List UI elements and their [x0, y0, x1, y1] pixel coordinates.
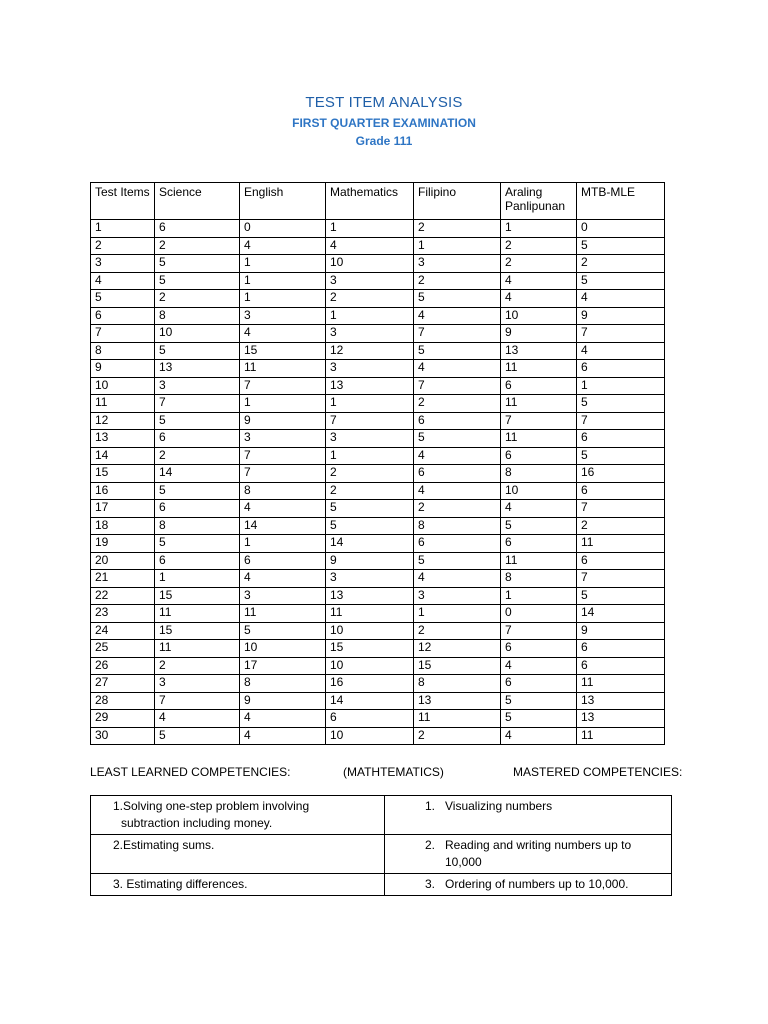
table-cell: 30	[91, 727, 155, 745]
column-header-test-items: Test Items	[91, 183, 155, 220]
table-cell: 4	[91, 272, 155, 290]
table-row	[91, 395, 665, 413]
table-cell: 5	[414, 430, 501, 448]
table-cell: 8	[240, 675, 326, 693]
table-cell: 9	[326, 552, 414, 570]
table-row	[91, 307, 665, 325]
competency-row	[91, 796, 672, 835]
item-analysis-table	[90, 182, 665, 745]
table-cell: 6	[577, 552, 665, 570]
table-cell: 5	[501, 692, 577, 710]
table-row	[91, 517, 665, 535]
table-cell: 8	[91, 342, 155, 360]
table-cell: 6	[155, 552, 240, 570]
table-cell: 16	[577, 465, 665, 483]
table-cell: 1	[326, 307, 414, 325]
table-cell: 10	[501, 482, 577, 500]
table-cell: 4	[414, 447, 501, 465]
table-cell: 24	[91, 622, 155, 640]
table-row	[91, 465, 665, 483]
table-row	[91, 290, 665, 308]
mastered-cell	[385, 796, 672, 835]
table-cell: 4	[577, 342, 665, 360]
table-cell: 7	[577, 325, 665, 343]
table-cell: 3	[240, 430, 326, 448]
table-cell: 6	[501, 447, 577, 465]
table-cell: 1	[326, 447, 414, 465]
column-header-filipino: Filipino	[414, 183, 501, 220]
table-cell: 9	[577, 622, 665, 640]
table-cell: 4	[501, 727, 577, 745]
table-cell: 4	[414, 570, 501, 588]
table-cell: 5	[577, 272, 665, 290]
column-header-mathematics: Mathematics	[326, 183, 414, 220]
table-cell: 15	[155, 587, 240, 605]
table-cell: 2	[155, 447, 240, 465]
table-cell: 11	[240, 605, 326, 623]
table-cell: 9	[91, 360, 155, 378]
table-cell: 10	[155, 325, 240, 343]
table-cell: 10	[326, 255, 414, 273]
table-cell: 8	[155, 307, 240, 325]
least-learned-item-text: 2.Estimating sums.	[113, 838, 215, 852]
table-row	[91, 640, 665, 658]
table-cell: 6	[577, 657, 665, 675]
table-cell: 13	[501, 342, 577, 360]
table-cell: 13	[577, 710, 665, 728]
table-cell: 11	[577, 675, 665, 693]
table-cell: 0	[240, 220, 326, 238]
table-cell: 6	[577, 430, 665, 448]
table-cell: 5	[155, 272, 240, 290]
table-cell: 4	[414, 360, 501, 378]
table-cell: 6	[501, 640, 577, 658]
table-cell: 15	[91, 465, 155, 483]
table-cell: 0	[577, 220, 665, 238]
least-learned-cell	[91, 796, 385, 835]
table-cell: 4	[577, 290, 665, 308]
table-cell: 4	[501, 500, 577, 518]
document-subtitle: FIRST QUARTER EXAMINATION	[292, 116, 476, 130]
competency-row	[91, 835, 672, 874]
grade-label: Grade 111	[355, 134, 413, 148]
table-row	[91, 482, 665, 500]
table-cell: 5	[91, 290, 155, 308]
table-cell: 2	[326, 465, 414, 483]
table-cell: 7	[501, 622, 577, 640]
table-cell: 3	[240, 307, 326, 325]
table-cell: 2	[414, 622, 501, 640]
table-cell: 6	[414, 412, 501, 430]
table-cell: 11	[577, 535, 665, 553]
table-row	[91, 570, 665, 588]
table-cell: 5	[155, 727, 240, 745]
table-cell: 25	[91, 640, 155, 658]
table-cell: 5	[155, 342, 240, 360]
subject-label: (MATHTEMATICS)	[343, 765, 444, 779]
table-cell: 9	[577, 307, 665, 325]
table-row	[91, 447, 665, 465]
table-cell: 4	[240, 237, 326, 255]
table-cell: 16	[91, 482, 155, 500]
table-cell: 4	[240, 325, 326, 343]
table-cell: 11	[91, 395, 155, 413]
table-cell: 18	[91, 517, 155, 535]
table-cell: 4	[414, 307, 501, 325]
least-learned-cell	[91, 835, 385, 874]
table-cell: 11	[501, 395, 577, 413]
table-cell: 7	[577, 570, 665, 588]
table-cell: 4	[501, 290, 577, 308]
mastered-item-text: Ordering of numbers up to 10,000.	[445, 877, 629, 891]
table-cell: 11	[501, 552, 577, 570]
table-row	[91, 325, 665, 343]
table-cell: 6	[501, 675, 577, 693]
table-cell: 6	[577, 640, 665, 658]
competencies-heading-row	[90, 765, 683, 781]
table-row	[91, 605, 665, 623]
table-cell: 7	[240, 465, 326, 483]
table-cell: 10	[326, 622, 414, 640]
table-cell: 5	[501, 517, 577, 535]
table-cell: 9	[240, 412, 326, 430]
table-cell: 6	[155, 430, 240, 448]
table-cell: 5	[155, 255, 240, 273]
table-cell: 3	[414, 587, 501, 605]
table-cell: 14	[240, 517, 326, 535]
table-cell: 3	[155, 377, 240, 395]
least-learned-item-text: 1.Solving one-step problem involving	[113, 799, 310, 813]
table-cell: 7	[155, 395, 240, 413]
table-cell: 7	[414, 377, 501, 395]
table-cell: 15	[155, 622, 240, 640]
table-cell: 3	[326, 430, 414, 448]
table-cell: 11	[501, 430, 577, 448]
table-cell: 11	[240, 360, 326, 378]
table-cell: 2	[414, 500, 501, 518]
table-row	[91, 727, 665, 745]
table-cell: 6	[577, 360, 665, 378]
table-cell: 7	[577, 412, 665, 430]
table-cell: 10	[501, 307, 577, 325]
table-cell: 1	[414, 605, 501, 623]
table-cell: 15	[326, 640, 414, 658]
table-cell: 4	[501, 272, 577, 290]
table-cell: 5	[414, 552, 501, 570]
table-cell: 1	[326, 395, 414, 413]
table-cell: 5	[326, 500, 414, 518]
table-cell: 13	[326, 587, 414, 605]
table-cell: 5	[155, 482, 240, 500]
table-cell: 6	[414, 465, 501, 483]
table-cell: 6	[155, 500, 240, 518]
table-cell: 4	[240, 727, 326, 745]
mastered-cell	[385, 874, 672, 896]
table-cell: 2	[501, 255, 577, 273]
table-cell: 14	[577, 605, 665, 623]
table-cell: 3	[240, 587, 326, 605]
column-header-science: Science	[155, 183, 240, 220]
table-cell: 21	[91, 570, 155, 588]
table-cell: 2	[155, 657, 240, 675]
table-cell: 6	[414, 535, 501, 553]
table-cell: 11	[326, 605, 414, 623]
table-cell: 14	[155, 465, 240, 483]
document-title: TEST ITEM ANALYSIS	[305, 94, 463, 111]
table-cell: 4	[240, 710, 326, 728]
table-cell: 3	[414, 255, 501, 273]
table-cell: 2	[155, 290, 240, 308]
table-cell: 11	[577, 727, 665, 745]
table-row	[91, 500, 665, 518]
table-row	[91, 535, 665, 553]
table-cell: 27	[91, 675, 155, 693]
table-cell: 7	[577, 500, 665, 518]
table-cell: 2	[414, 395, 501, 413]
table-cell: 15	[414, 657, 501, 675]
table-cell: 10	[326, 727, 414, 745]
table-cell: 10	[326, 657, 414, 675]
table-cell: 1	[240, 535, 326, 553]
table-cell: 13	[326, 377, 414, 395]
table-cell: 5	[577, 237, 665, 255]
column-header-mtb-mle: MTB-MLE	[577, 183, 665, 220]
table-cell: 11	[155, 605, 240, 623]
table-row	[91, 255, 665, 273]
table-cell: 5	[414, 342, 501, 360]
column-header-english: English	[240, 183, 326, 220]
table-row	[91, 552, 665, 570]
table-cell: 6	[326, 710, 414, 728]
table-cell: 8	[501, 570, 577, 588]
table-cell: 9	[240, 692, 326, 710]
table-cell: 2	[414, 727, 501, 745]
table-cell: 14	[326, 535, 414, 553]
table-cell: 5	[501, 710, 577, 728]
table-cell: 12	[414, 640, 501, 658]
table-cell: 1	[326, 220, 414, 238]
least-learned-label: LEAST LEARNED COMPETENCIES:	[90, 765, 291, 779]
column-header-araling-panlipunan: Araling Panlipunan	[501, 183, 577, 220]
table-cell: 14	[91, 447, 155, 465]
competencies-table	[90, 795, 672, 896]
table-cell: 1	[240, 395, 326, 413]
table-cell: 1	[501, 220, 577, 238]
table-cell: 8	[240, 482, 326, 500]
table-cell: 29	[91, 710, 155, 728]
table-cell: 5	[155, 535, 240, 553]
table-cell: 2	[155, 237, 240, 255]
table-cell: 2	[577, 255, 665, 273]
competency-row	[91, 874, 672, 896]
table-cell: 5	[240, 622, 326, 640]
mastered-label: MASTERED COMPETENCIES:	[513, 765, 683, 779]
table-cell: 3	[326, 325, 414, 343]
table-cell: 5	[155, 412, 240, 430]
table-cell: 8	[414, 675, 501, 693]
table-cell: 8	[501, 465, 577, 483]
table-cell: 1	[240, 272, 326, 290]
table-cell: 14	[326, 692, 414, 710]
table-cell: 9	[501, 325, 577, 343]
table-cell: 13	[577, 692, 665, 710]
table-cell: 7	[414, 325, 501, 343]
table-cell: 4	[414, 482, 501, 500]
least-learned-item-continuation: subtraction including money.	[121, 816, 273, 830]
table-row	[91, 587, 665, 605]
table-row	[91, 692, 665, 710]
table-cell: 2	[326, 482, 414, 500]
table-cell: 7	[501, 412, 577, 430]
table-cell: 1	[501, 587, 577, 605]
table-row	[91, 710, 665, 728]
table-cell: 1	[155, 570, 240, 588]
table-cell: 6	[501, 535, 577, 553]
mastered-cell	[385, 835, 672, 874]
table-cell: 5	[414, 290, 501, 308]
table-cell: 6	[240, 552, 326, 570]
table-cell: 3	[326, 570, 414, 588]
table-cell: 4	[155, 710, 240, 728]
table-cell: 5	[577, 447, 665, 465]
least-learned-cell	[91, 874, 385, 896]
table-row	[91, 430, 665, 448]
table-cell: 1	[240, 255, 326, 273]
table-cell: 3	[91, 255, 155, 273]
table-header-row	[91, 183, 665, 220]
table-row	[91, 272, 665, 290]
table-cell: 1	[577, 377, 665, 395]
table-row	[91, 237, 665, 255]
table-cell: 11	[155, 640, 240, 658]
table-cell: 26	[91, 657, 155, 675]
table-cell: 10	[91, 377, 155, 395]
table-row	[91, 360, 665, 378]
table-cell: 13	[91, 430, 155, 448]
table-cell: 13	[155, 360, 240, 378]
table-cell: 15	[240, 342, 326, 360]
table-row	[91, 342, 665, 360]
table-cell: 19	[91, 535, 155, 553]
table-cell: 5	[326, 517, 414, 535]
table-cell: 17	[91, 500, 155, 518]
table-cell: 2	[414, 272, 501, 290]
table-cell: 1	[414, 237, 501, 255]
table-cell: 2	[577, 517, 665, 535]
table-cell: 10	[240, 640, 326, 658]
table-cell: 5	[577, 395, 665, 413]
table-cell: 4	[240, 500, 326, 518]
table-cell: 17	[240, 657, 326, 675]
table-cell: 1	[240, 290, 326, 308]
table-cell: 22	[91, 587, 155, 605]
table-cell: 12	[91, 412, 155, 430]
table-cell: 2	[326, 290, 414, 308]
table-cell: 7	[240, 447, 326, 465]
table-cell: 6	[91, 307, 155, 325]
table-cell: 2	[91, 237, 155, 255]
table-cell: 23	[91, 605, 155, 623]
table-row	[91, 675, 665, 693]
table-body	[91, 220, 665, 745]
mastered-item-number: 2.	[424, 838, 435, 852]
table-cell: 28	[91, 692, 155, 710]
mastered-item-number: 3.	[424, 877, 435, 891]
table-cell: 7	[326, 412, 414, 430]
mastered-item-number: 1.	[424, 799, 435, 813]
table-cell: 12	[326, 342, 414, 360]
table-cell: 0	[501, 605, 577, 623]
table-row	[91, 412, 665, 430]
table-cell: 7	[155, 692, 240, 710]
table-cell: 1	[91, 220, 155, 238]
table-cell: 7	[240, 377, 326, 395]
table-cell: 11	[501, 360, 577, 378]
table-cell: 16	[326, 675, 414, 693]
table-cell: 8	[414, 517, 501, 535]
mastered-item-text: Reading and writing numbers up to 10,000	[445, 838, 632, 869]
table-cell: 4	[326, 237, 414, 255]
table-cell: 13	[414, 692, 501, 710]
table-cell: 2	[501, 237, 577, 255]
table-row	[91, 377, 665, 395]
mastered-item-text: Visualizing numbers	[445, 799, 553, 813]
table-cell: 3	[326, 360, 414, 378]
table-cell: 8	[155, 517, 240, 535]
table-cell: 3	[326, 272, 414, 290]
table-cell: 11	[414, 710, 501, 728]
table-cell: 6	[577, 482, 665, 500]
table-cell: 6	[155, 220, 240, 238]
table-cell: 2	[414, 220, 501, 238]
table-row	[91, 657, 665, 675]
table-cell: 6	[501, 377, 577, 395]
table-row	[91, 622, 665, 640]
least-learned-item-text: 3. Estimating differences.	[113, 877, 248, 891]
table-cell: 3	[155, 675, 240, 693]
table-cell: 20	[91, 552, 155, 570]
table-cell: 4	[240, 570, 326, 588]
table-cell: 7	[91, 325, 155, 343]
table-cell: 5	[577, 587, 665, 605]
table-row	[91, 220, 665, 238]
table-cell: 4	[501, 657, 577, 675]
